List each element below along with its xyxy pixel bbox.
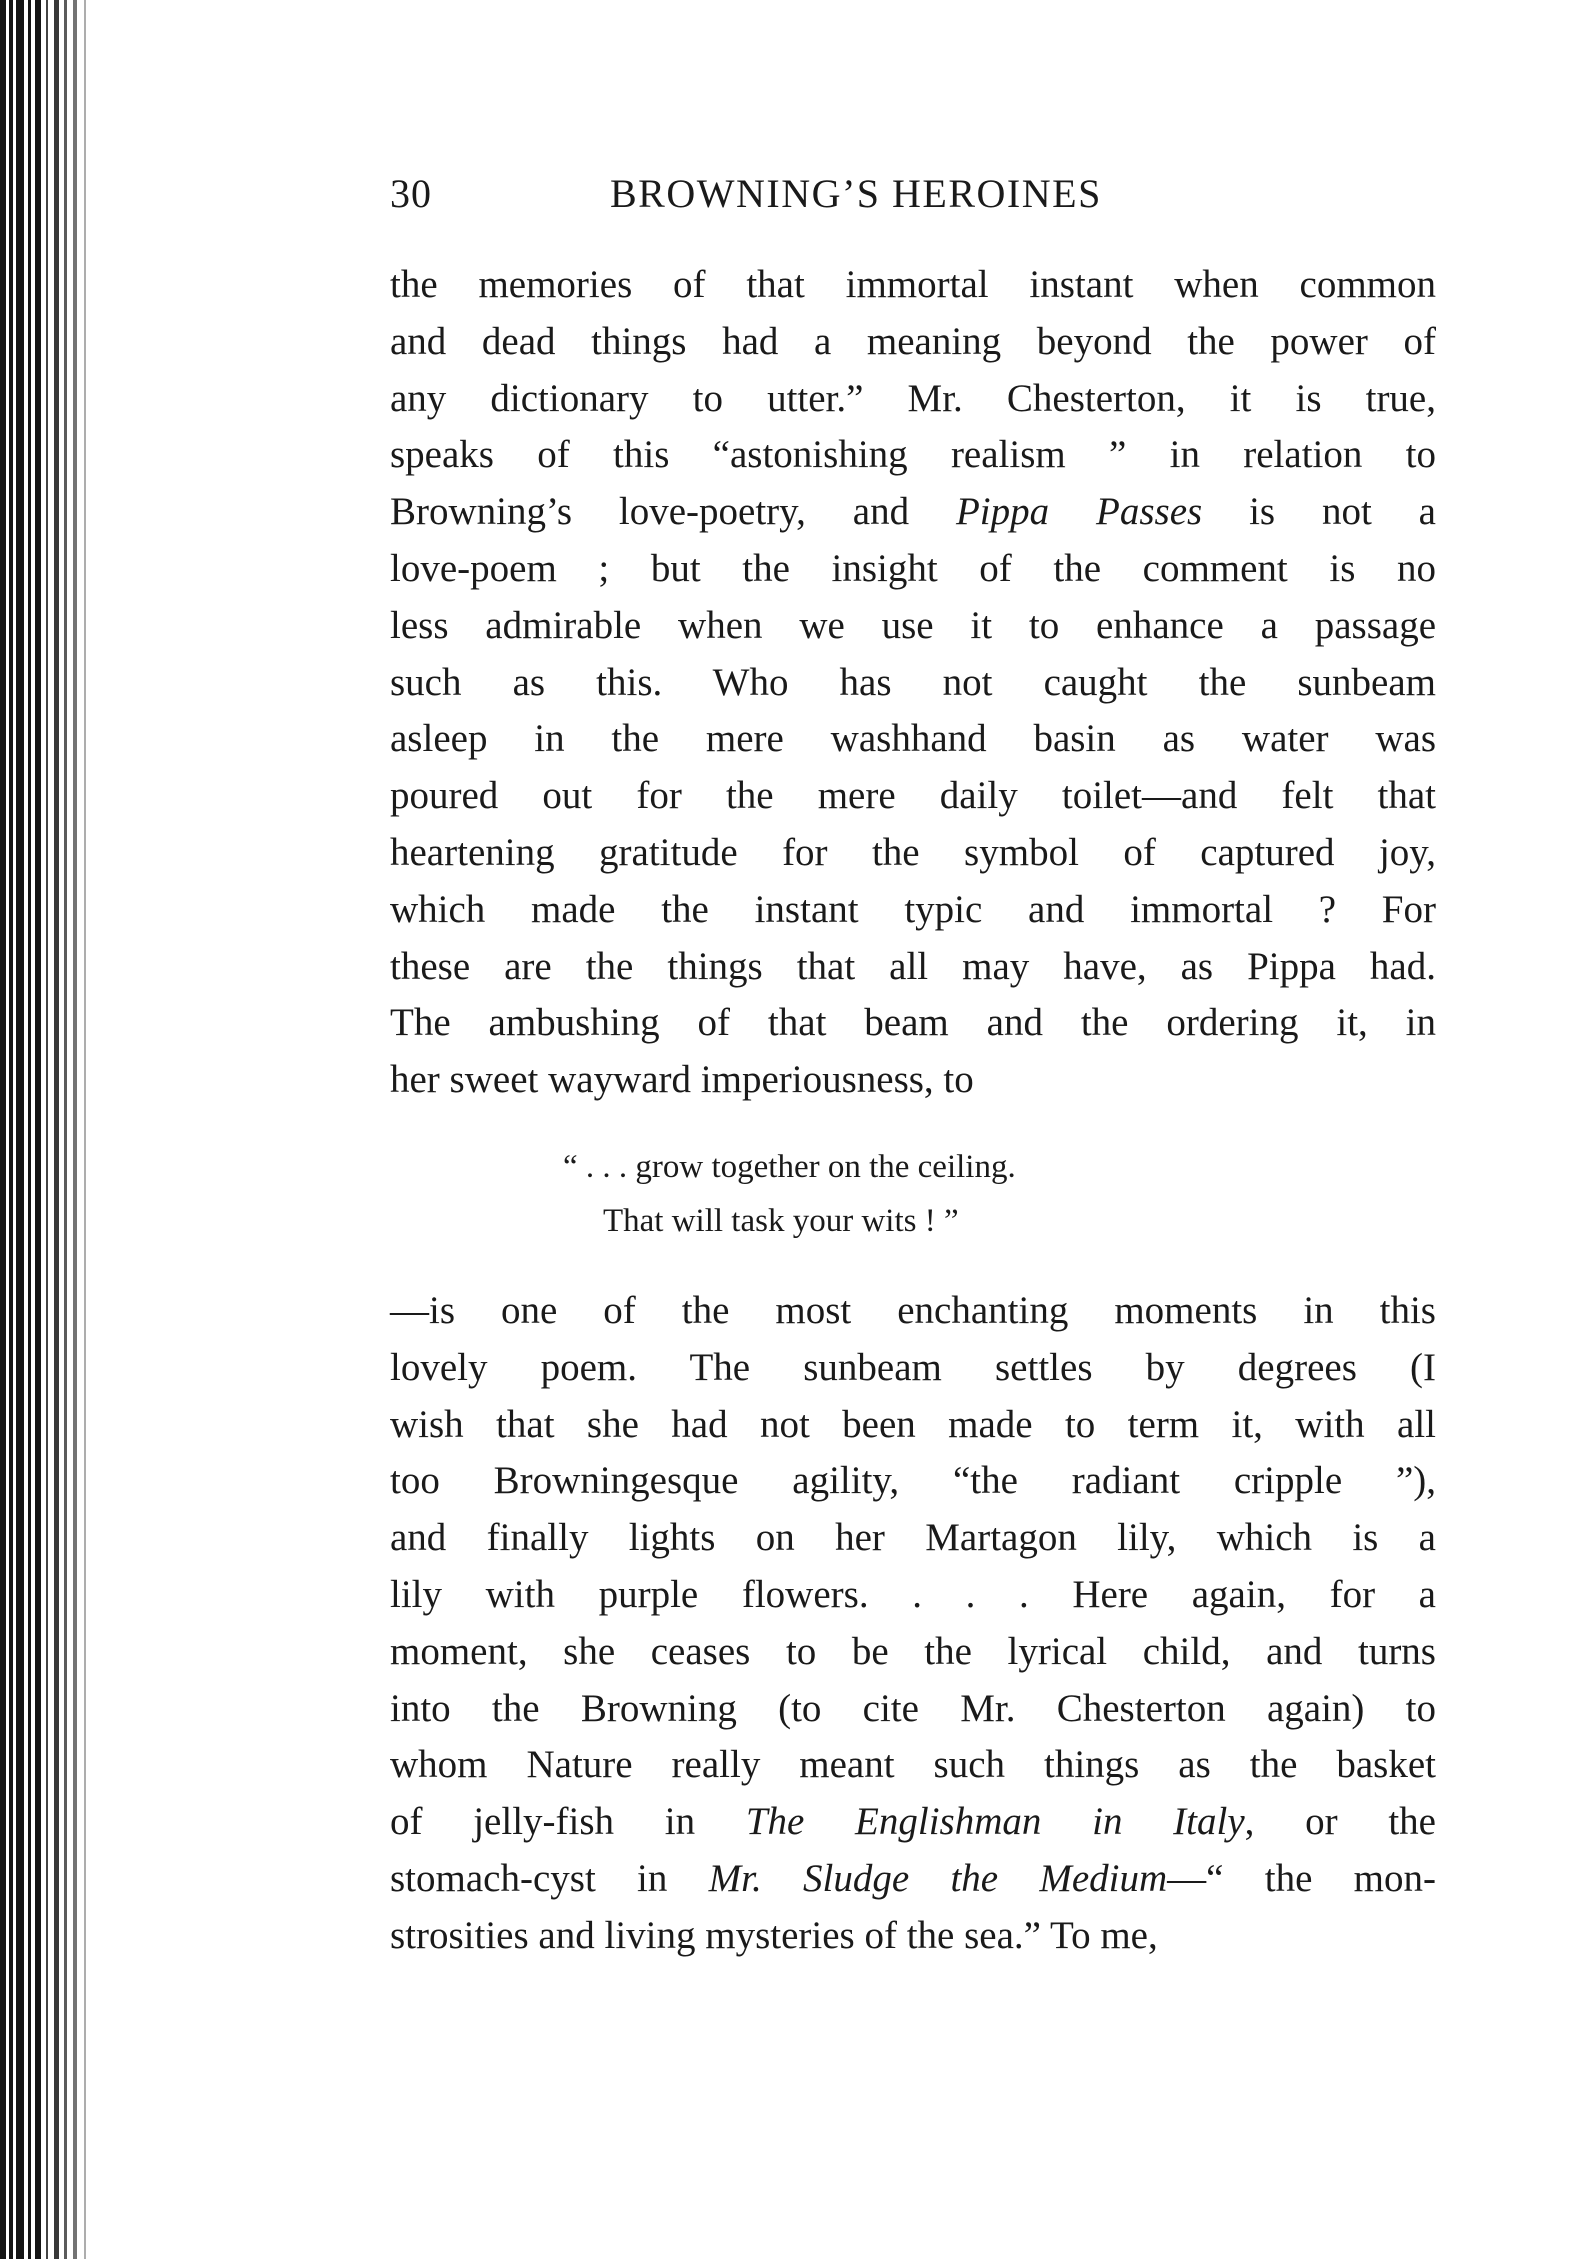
text-line: heartening gratitude for the symbol of captured joy, xyxy=(390,830,1436,874)
text-line: Browning’s love-poetry, and Pippa Passes is not a xyxy=(390,490,1436,534)
text-line: moment, she ceases to be the lyrical child, and turns xyxy=(390,1629,1436,1673)
text-line: these are the things that all may have, as Pippa had. xyxy=(390,944,1436,988)
running-head: BROWNING’S HEROINES xyxy=(610,171,1102,216)
text-line: the memories of that immortal instant when common xyxy=(390,263,1436,306)
verse-quotation xyxy=(563,1140,1016,1248)
quote-line-1: “ . . . grow together on the ceiling. xyxy=(563,1149,1016,1185)
text-line: lovely poem. The sunbeam settles by degrees (I xyxy=(390,1345,1436,1389)
italic-title: Pippa Passes xyxy=(955,490,1203,534)
text-line: any dictionary to utter.” Mr. Chesterton, it is true, xyxy=(390,376,1436,420)
text-line: wish that she had not been made to term it, with all xyxy=(390,1402,1436,1446)
text-line: which made the instant typic and immortal ? For xyxy=(390,887,1436,931)
text-line: less admirable when we use it to enhance a passage xyxy=(390,603,1436,647)
text-line: love-poem ; but the insight of the comment is no xyxy=(390,546,1436,590)
text-line: poured out for the mere daily toilet—and felt that xyxy=(390,774,1436,818)
text-line: speaks of this “astonishing realism ” in relation to xyxy=(390,433,1436,477)
text-line: whom Nature really meant such things as the basket xyxy=(390,1743,1436,1787)
italic-title: The Englishman in Italy xyxy=(745,1800,1245,1844)
paragraph-2 xyxy=(390,1283,1436,1965)
text-line: The ambushing of that beam and the ordering it, in xyxy=(390,1001,1436,1045)
text-line: her sweet wayward imperiousness, to xyxy=(390,1058,974,1102)
italic-title: Mr. Sludge the Medium xyxy=(708,1856,1168,1900)
binding-gutter-shadow xyxy=(0,0,95,2259)
text-line: of jelly-fish in The Englishman in Italy, or the xyxy=(390,1800,1436,1844)
text-line: stomach-cyst in Mr. Sludge the Medium—“ the mon- xyxy=(390,1856,1436,1900)
page-number: 30 xyxy=(390,171,432,216)
text-line: strosities and living mysteries of the sea.” To me, xyxy=(390,1913,1158,1957)
text-line: —is one of the most enchanting moments in this xyxy=(390,1289,1436,1332)
paragraph-1 xyxy=(390,257,1436,1109)
text-line: and dead things had a meaning beyond the power of xyxy=(390,319,1436,363)
text-line: such as this. Who has not caught the sunbeam xyxy=(390,660,1436,704)
text-line: too Browningesque agility, “the radiant cripple ”), xyxy=(390,1459,1436,1503)
text-line: asleep in the mere washhand basin as water was xyxy=(390,717,1436,761)
quote-line-2: That will task your wits ! ” xyxy=(603,1203,959,1239)
page-header xyxy=(390,170,1236,230)
text-line: lily with purple flowers. . . . Here again, for a xyxy=(390,1572,1436,1616)
text-line: into the Browning (to cite Mr. Chesterton again) to xyxy=(390,1686,1436,1730)
text-line: and finally lights on her Martagon lily, which is a xyxy=(390,1516,1436,1560)
